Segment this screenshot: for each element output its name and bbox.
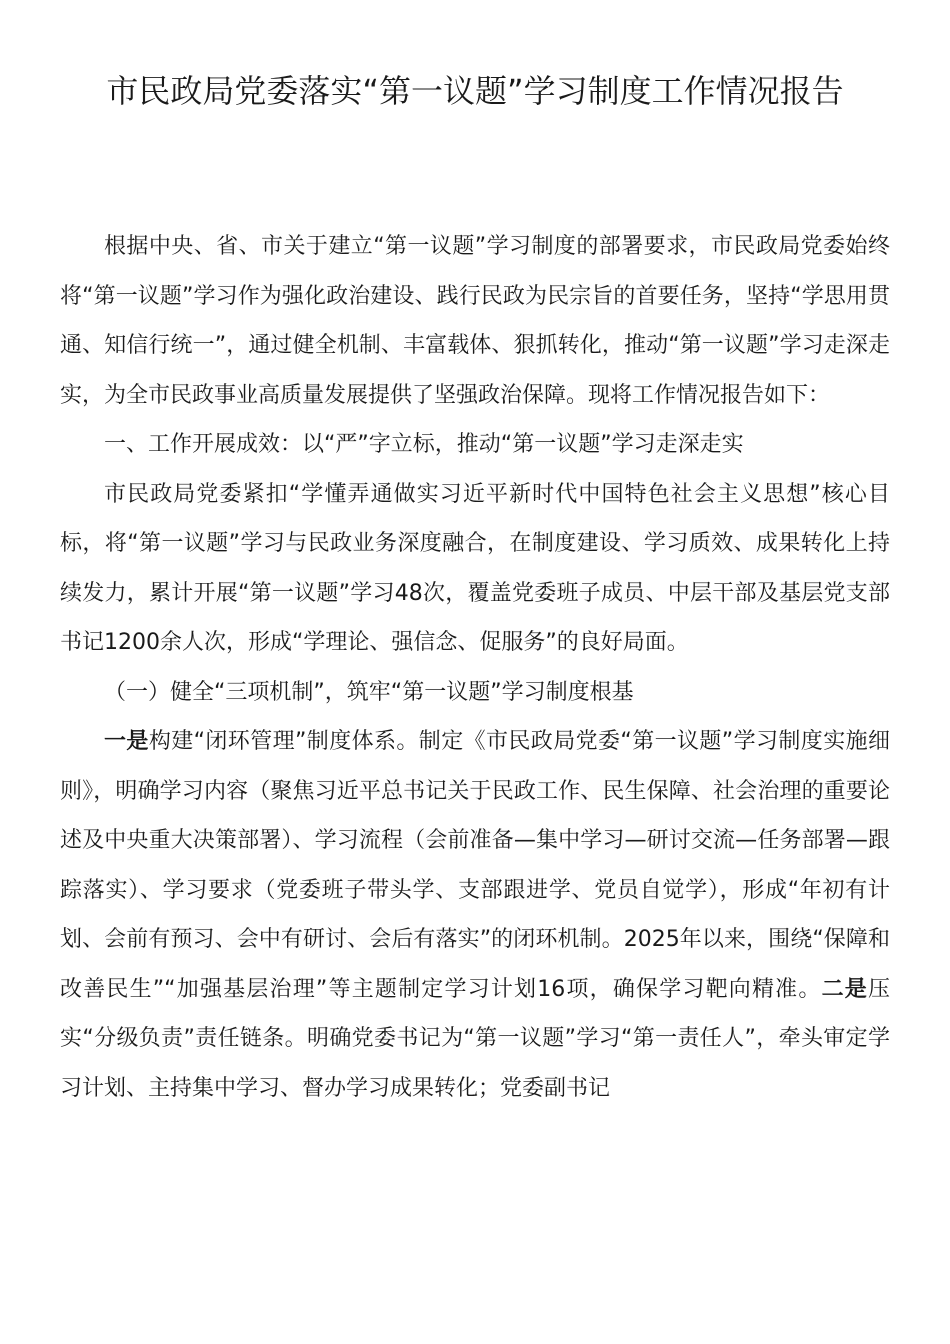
point-paragraph	[60, 717, 890, 1113]
point-1-lead: 一是	[104, 729, 149, 754]
section-1-paragraph: 市民政局党委紧扣“学懂弄通做实习近平新时代中国特色社会主义思想”核心目标，将“第一议题”学习与民政业务深度融合，在制度建设、学习质效、成果转化上持续发力，累计开展“第一议题”学习48次，覆盖党委班子成员、中层干部及基层党支部书记1200余人次，形成“学理论、强信念、促服务”的良好局面。	[60, 481, 890, 655]
document-body	[60, 222, 890, 1113]
point-2-text: 压实“分级负责”责任链条。明确党委书记为“第一议题”学习“第一责任人”，牵头审定学习计划、主持集中学习、督办学习成果转化；党委副书记	[60, 976, 890, 1101]
document-title: 市民政局党委落实“第一议题”学习制度工作情况报告	[106, 72, 844, 110]
intro-paragraph: 根据中央、省、市关于建立“第一议题”学习制度的部署要求，市民政局党委始终将“第一议题”学习作为强化政治建设、践行民政为民宗旨的首要任务，坚持“学思用贯通、知信行统一”，通过健全机制、丰富载体、狠抓转化，推动“第一议题”学习走深走实，为全市民政事业高质量发展提供了坚强政治保障。现将工作情况报告如下：	[60, 234, 890, 408]
point-1-text: 构建“闭环管理”制度体系。制定《市民政局党委“第一议题”学习制度实施细则》，明确学习内容（聚焦习近平总书记关于民政工作、民生保障、社会治理的重要论述及中央重大决策部署）、学习流程（会前准备—集中学习—研讨交流—任务部署—跟踪落实）、学习要求（党委班子带头学、支部跟进学、党员自觉学），形成“年初有计划、会前有预习、会中有研讨、会后有落实”的闭环机制。2025年以来，围绕“保障和改善民生”“加强基层治理”等主题制定学习计划16项，确保学习靶向精准。	[60, 729, 890, 1002]
subsection-1-heading: （一）健全“三项机制”，筑牢“第一议题”学习制度根基	[104, 679, 634, 705]
point-2-lead: 二是	[821, 976, 868, 1002]
section-1-heading: 一、工作开展成效：以“严”字立标，推动“第一议题”学习走深走实	[104, 432, 744, 457]
